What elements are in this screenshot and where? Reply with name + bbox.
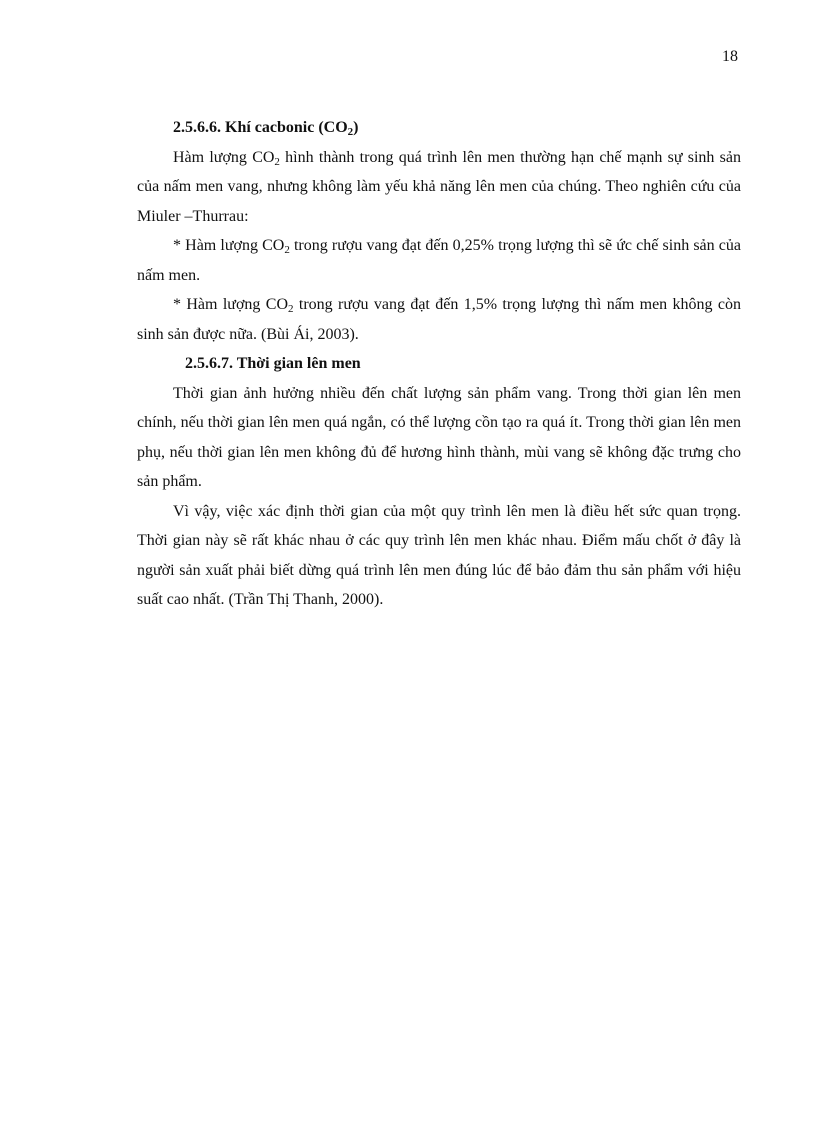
paragraph-co2-bullet-1 <box>137 231 741 290</box>
text: * Hàm lượng CO <box>173 296 289 313</box>
text: * Hàm lượng CO <box>173 237 285 254</box>
paragraph-fermentation-time-1: Thời gian ảnh hưởng nhiều đến chất lượng sản phẩm vang. Trong thời gian lên men chính, nếu thời gian lên men quá ngắn, có thể lượng cồn tạo ra quá ít. Trong thời gian lên men phụ, nếu thời gian lên men không đủ để hương hình thành, mùi vang sẽ không đặc trưng cho sản phẩm. <box>137 384 741 490</box>
text: trong rượu vang đạt đến 1,5% trọng lượng thì nấm men không còn sinh sản được nữa. (Bùi Ái, 2003). <box>137 296 742 343</box>
subscript: 2 <box>347 126 354 138</box>
section-heading-fermentation-time: 2.5.6.7. Thời gian lên men <box>185 355 361 372</box>
subscript: 2 <box>284 244 290 256</box>
subscript: 2 <box>288 303 294 315</box>
subscript: 2 <box>274 155 280 168</box>
page-number: 18 <box>722 48 738 65</box>
paragraph-co2-intro <box>137 143 741 232</box>
heading-text-end: ) <box>353 119 359 136</box>
text: Hàm lượng CO <box>173 148 275 166</box>
text: trong rượu vang đạt đến 0,25% trọng lượng thì sẽ ức chế sinh sản của nấm men. <box>137 237 741 284</box>
paragraph-co2-bullet-2 <box>137 290 741 349</box>
heading-text: 2.5.6.6. Khí cacbonic (CO <box>173 119 348 136</box>
document-body <box>137 113 741 615</box>
paragraph-fermentation-time-2: Vì vậy, việc xác định thời gian của một quy trình lên men là điều hết sức quan trọng. Thời gian này sẽ rất khác nhau ở các quy trình lên men khác nhau. Điểm mấu chốt ở đây là người sản xuất phải biết dừng quá trình lên men đúng lúc để bảo đảm thu sản phẩm với hiệu suất cao nhất. (Trần Thị Thanh, 2000). <box>137 502 741 608</box>
text: hình thành trong quá trình lên men thường hạn chế mạnh sự sinh sản của nấm men vang, nhưng không làm yếu khả năng lên men của chúng. Theo nghiên cứu của Miuler –Thurrau: <box>137 148 741 225</box>
section-heading-co2 <box>137 113 741 143</box>
